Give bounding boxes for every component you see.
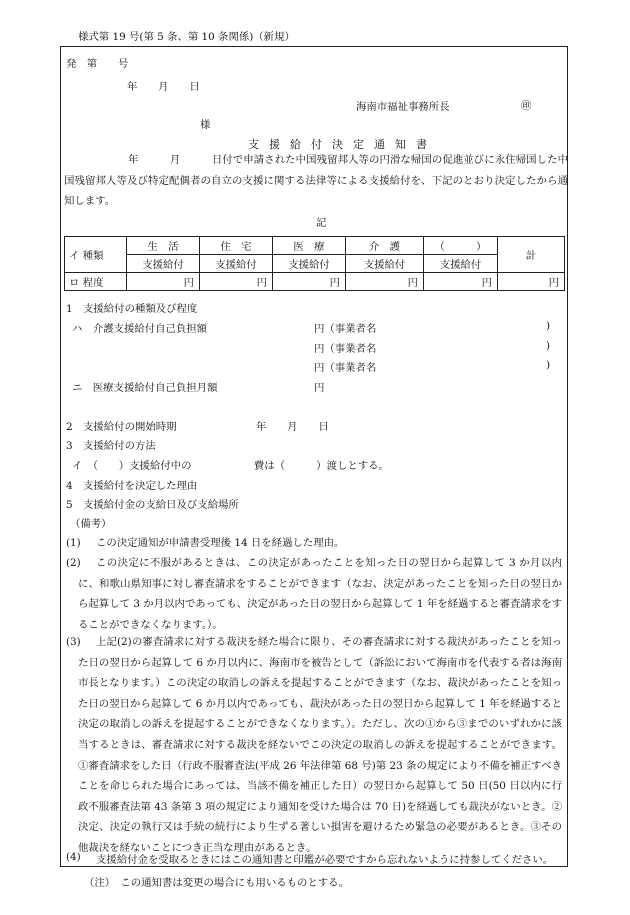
note-3-number: (3) bbox=[66, 636, 81, 648]
col-life-top: 生 活 bbox=[127, 237, 200, 255]
col-other-top: （ ） bbox=[424, 237, 498, 255]
ki-label: 記 bbox=[316, 217, 327, 229]
ha-row-3-close: ) bbox=[546, 359, 551, 371]
form-number: 様式第 19 号(第 5 条、第 10 条関係)（新規） bbox=[78, 31, 295, 43]
col-medical-bottom: 支援給付 bbox=[273, 255, 346, 273]
ni-yen: 円 bbox=[314, 382, 325, 394]
section-1-heading: 1 支援給付の種類及び程度 bbox=[66, 303, 198, 315]
section-3-item: イ （ ）支援給付中の 費は（ ）渡しとする。 bbox=[72, 460, 389, 472]
col-housing-bottom: 支援給付 bbox=[200, 255, 273, 273]
yen-cell: 円 bbox=[273, 273, 346, 291]
ha-row-3: 円（事業者名 bbox=[314, 362, 377, 374]
table-row bbox=[65, 237, 565, 255]
remarks-label: （備考） bbox=[70, 518, 112, 530]
table-row bbox=[65, 273, 565, 291]
yen-cell: 円 bbox=[498, 273, 565, 291]
note-3 bbox=[78, 632, 562, 859]
section-3-heading: 3 支援給付の方法 bbox=[66, 440, 156, 452]
col-care-bottom: 支援給付 bbox=[346, 255, 424, 273]
col-care-top: 介 護 bbox=[346, 237, 424, 255]
ha-row-1: 円（事業者名 bbox=[314, 323, 377, 335]
note-3-text: 上記(2)の審査請求に対する裁決を経た場合に限り、その審査請求に対する裁決があったことを知った日の翌日から起算して 6 か月以内に、海南市を被告として（訴訟において海南市を代表する者は海南市長となります。）この決定の取消しの訴えを提起することができます（なお、裁決があったことを知った日の翌日から起算して 6 か月以内であっても、裁決があった日の翌日から起算して 1 年を経過すると決定の取消しの訴えを提起することができなくなります。）。ただし、次の①から③までのいずれかに該当するときは、審査請求に対する裁決を経ないでこの決定の取消しの訴えを提起することができます。①審査請求をした日（行政不服審査法(平成 26 年法律第 68 号)第 23 条の規定により不備を補正すべきことを命じられた場合にあっては、当該不備を補正した日）の翌日から起算して 50 日(50 日以内に行政不服審査法第 43 条第 3 項の規定により通知を受けた場合は 70 日)を経過しても裁決がないとき。②決定、決定の執行又は手続の続行により生ずる著しい損害を避けるため緊急の必要があるとき。③その他裁決を経ないことにつき正当な理由があるとき。 bbox=[78, 636, 562, 854]
yen-cell: 円 bbox=[127, 273, 200, 291]
note-1-number: (1) bbox=[66, 537, 81, 549]
section-4-heading: 4 支援給付を決定した理由 bbox=[66, 480, 198, 492]
document-title: 支援給付決定通知書 bbox=[248, 138, 437, 151]
ha-row-2: 円（事業者名 bbox=[314, 343, 377, 355]
note-4-number: (4) bbox=[66, 851, 81, 863]
ha-row-1-close: ) bbox=[546, 320, 551, 332]
note-4-text: 支援給付金を受取るときにはこの通知書と印鑑が必要ですから忘れないように持参してください。 bbox=[96, 854, 554, 866]
col-housing-top: 住 宅 bbox=[200, 237, 273, 255]
col-other-bottom: 支援給付 bbox=[424, 255, 498, 273]
note-2 bbox=[78, 553, 562, 635]
col-life-bottom: 支援給付 bbox=[127, 255, 200, 273]
row-type-label: イ 種類 bbox=[65, 237, 127, 273]
note-2-number: (2) bbox=[66, 557, 81, 569]
ha-row-2-close: ) bbox=[546, 340, 551, 352]
yen-cell: 円 bbox=[346, 273, 424, 291]
yen-cell: 円 bbox=[424, 273, 498, 291]
addressee-suffix: 様 bbox=[200, 119, 211, 131]
section-5-heading: 5 支援給付金の支給日及び支給場所 bbox=[66, 499, 239, 511]
intro-text: 年 月 日付で申請された中国残留邦人等の円滑な帰国の促進並びに永住帰国した中国残留邦人等及び特定配偶者の自立の支援に関する法律等による支援給付を、下記のとおり決定したから通知します。 bbox=[64, 154, 568, 208]
row-degree-label: ロ 程度 bbox=[65, 273, 127, 291]
col-total: 計 bbox=[498, 237, 565, 273]
section-2-date: 年 月 日 bbox=[256, 421, 329, 433]
sender-name: 海南市福祉事務所長 bbox=[356, 101, 450, 113]
section-2-heading: 2 支援給付の開始時期 bbox=[66, 421, 177, 433]
note-1-text: この決定通知が申請書受理後 14 日を経過した理由。 bbox=[96, 537, 345, 549]
table-row bbox=[65, 255, 565, 273]
yen-cell: 円 bbox=[200, 273, 273, 291]
issue-number: 発 第 号 bbox=[66, 58, 129, 70]
note-2-text: この決定に不服があるときは、この決定があったことを知った日の翌日から起算して 3 か月以内に、和歌山県知事に対し審査請求をすることができます（なお、決定があったことを知った日の翌日から起算して 3 か月以内であっても、決定があった日の翌日から起算して 1 年を経過すると審査請求をすることができなくなります。）。 bbox=[78, 557, 562, 631]
benefit-table bbox=[64, 236, 565, 291]
section-ni-label: ニ 医療支援給付自己負担月額 bbox=[72, 382, 218, 394]
note-1 bbox=[96, 533, 562, 554]
issue-date: 年 月 日 bbox=[127, 81, 200, 93]
intro-paragraph bbox=[64, 150, 568, 212]
section-ha-label: ハ 介護支援給付自己負担額 bbox=[72, 323, 208, 335]
footer-note: （注） この通知書は変更の場合にも用いるものとする。 bbox=[84, 877, 349, 889]
seal-mark: ㊞ bbox=[521, 100, 532, 112]
col-medical-top: 医 療 bbox=[273, 237, 346, 255]
